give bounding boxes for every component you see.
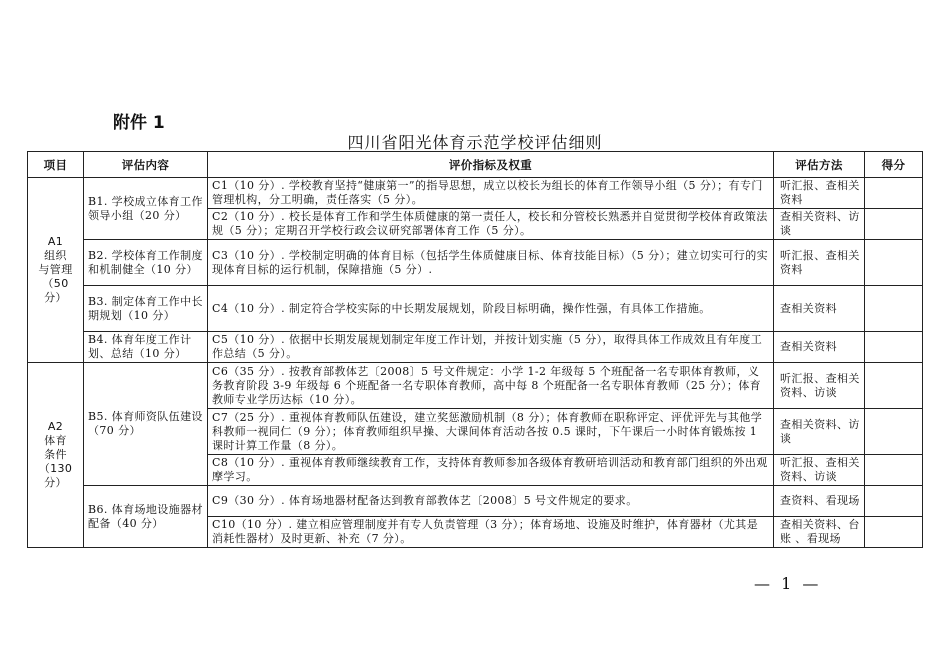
table-row	[28, 286, 923, 332]
section-name: 条件	[44, 448, 67, 461]
indicator-cell: C5（10 分）. 依据中长期发展规划制定年度工作计划，并按计划实施（5 分），取得具体工作成效且有年度工作总结（5 分）。	[208, 332, 774, 363]
score-cell[interactable]	[865, 332, 923, 363]
column-header-project: 项目	[28, 152, 84, 178]
indicator-cell: C10（10 分）. 建立相应管理制度并有专人负责管理（3 分）；体育场地、设施及时维护，体育器材（尤其是消耗性器材）及时更新、补充（7 分）。	[208, 517, 774, 548]
attachment-label: 附件 1	[113, 113, 165, 133]
column-header-indicator: 评价指标及权重	[208, 152, 774, 178]
table-header-row	[28, 152, 923, 178]
content-cell: B5. 体育师资队伍建设（70 分）	[84, 363, 208, 486]
method-cell: 查相关资料	[774, 286, 865, 332]
section-name: 与管理	[38, 263, 73, 276]
method-cell: 查资料、看现场	[774, 486, 865, 517]
content-cell: B2. 学校体育工作制度和机制健全（10 分）	[84, 240, 208, 286]
section-name: 组织	[44, 249, 67, 262]
indicator-cell: C9（30 分）. 体育场地器材配备达到教育部教体艺〔2008〕5 号文件规定的要求。	[208, 486, 774, 517]
score-cell[interactable]	[865, 240, 923, 286]
method-cell: 听汇报、查相关资料	[774, 178, 865, 209]
table-row	[28, 240, 923, 286]
score-cell[interactable]	[865, 455, 923, 486]
section-score: （50 分）	[42, 277, 69, 304]
indicator-cell: C1（10 分）. 学校教育坚持“健康第一”的指导思想，成立以校长为组长的体育工作领导小组（5 分）；有专门管理机构，分工明确，责任落实（5 分）。	[208, 178, 774, 209]
section-code: A2	[47, 420, 64, 433]
section-cell-a1	[28, 178, 84, 363]
score-cell[interactable]	[865, 178, 923, 209]
table-row	[28, 332, 923, 363]
indicator-cell: C6（35 分）. 按教育部教体艺〔2008〕5 号文件规定：小学 1-2 年级每 5 个班配备一名专职体育教师，义务教育阶段 3-9 年级每 6 个班配备一名专职体育教师，高中每 8 个班配备一名专职体育教师（25 分）；体育教师专业学历达标（10 分）。	[208, 363, 774, 409]
content-cell: B4. 体育年度工作计划、总结（10 分）	[84, 332, 208, 363]
method-cell: 听汇报、查相关资料、访谈	[774, 363, 865, 409]
indicator-cell: C7（25 分）. 重视体育教师队伍建设，建立奖惩激励机制（8 分）；体育教师在职称评定、评优评先与其他学科教师一视同仁（9 分）；体育教师组织早操、大课间体育活动各按 0.5 课时，下午课后一小时体育锻炼按 1 课时计算工作量（8 分）。	[208, 409, 774, 455]
table-row	[28, 178, 923, 209]
method-cell: 查相关资料	[774, 332, 865, 363]
table-row	[28, 486, 923, 517]
method-cell: 听汇报、查相关资料	[774, 240, 865, 286]
section-name: 体育	[44, 434, 67, 447]
score-cell[interactable]	[865, 286, 923, 332]
score-cell[interactable]	[865, 409, 923, 455]
page-number: — 1 —	[754, 574, 822, 593]
section-code: A1	[47, 235, 64, 248]
document-title: 四川省阳光体育示范学校评估细则	[347, 133, 603, 152]
method-cell: 查相关资料、台账 、看现场	[774, 517, 865, 548]
content-cell: B3. 制定体育工作中长期规划（10 分）	[84, 286, 208, 332]
score-cell[interactable]	[865, 517, 923, 548]
section-cell-a2	[28, 363, 84, 548]
column-header-score: 得分	[865, 152, 923, 178]
evaluation-table	[27, 151, 923, 548]
table-row	[28, 363, 923, 409]
indicator-cell: C2（10 分）. 校长是体育工作和学生体质健康的第一责任人，校长和分管校长熟悉并自觉贯彻学校体育政策法规（5 分）；定期召开学校行政会议研究部署体育工作（5 分）。	[208, 209, 774, 240]
content-cell: B1. 学校成立体育工作领导小组（20 分）	[84, 178, 208, 240]
score-cell[interactable]	[865, 486, 923, 517]
section-score: （130 分）	[38, 462, 73, 489]
column-header-content: 评估内容	[84, 152, 208, 178]
method-cell: 查相关资料、访谈	[774, 409, 865, 455]
score-cell[interactable]	[865, 209, 923, 240]
score-cell[interactable]	[865, 363, 923, 409]
method-cell: 查相关资料、访谈	[774, 209, 865, 240]
indicator-cell: C4（10 分）. 制定符合学校实际的中长期发展规划，阶段目标明确，操作性强，有具体工作措施。	[208, 286, 774, 332]
indicator-cell: C8（10 分）. 重视体育教师继续教育工作，支持体育教师参加各级体育教研培训活动和教育部门组织的外出观摩学习。	[208, 455, 774, 486]
method-cell: 听汇报、查相关资料、访谈	[774, 455, 865, 486]
column-header-method: 评估方法	[774, 152, 865, 178]
indicator-cell: C3（10 分）. 学校制定明确的体育目标（包括学生体质健康目标、体育技能目标）（5 分）；建立切实可行的实现体育目标的运行机制，保障措施（5 分）.	[208, 240, 774, 286]
content-cell: B6. 体育场地设施器材配备（40 分）	[84, 486, 208, 548]
